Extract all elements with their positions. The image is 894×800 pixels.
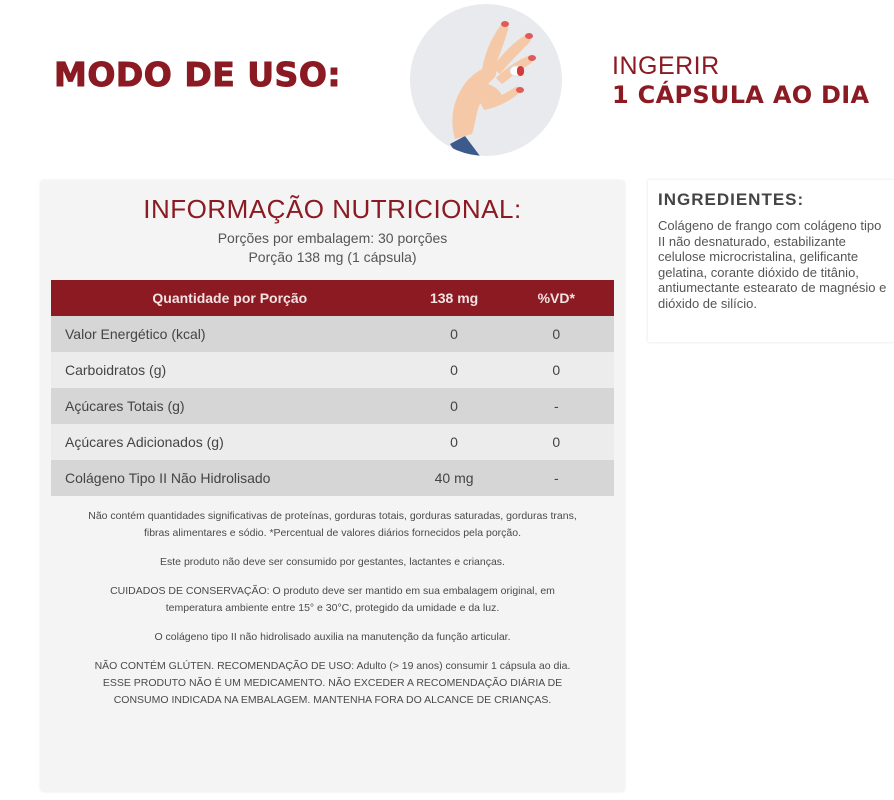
instruction-line-1: INGERIR xyxy=(612,52,720,80)
nutrient-vd: 0 xyxy=(499,316,614,352)
table-row xyxy=(51,424,614,460)
nutrient-vd: 0 xyxy=(499,424,614,460)
nutrient-amount: 0 xyxy=(410,352,499,388)
ingredients-box xyxy=(648,180,894,342)
nutrition-table xyxy=(51,280,614,496)
servings-per-package: Porções por embalagem: 30 porções xyxy=(217,230,448,246)
note-usage: NÃO CONTÉM GLÚTEN. RECOMENDAÇÃO DE USO: Adulto (> 19 anos) consumir 1 cápsula ao dia. ESSE PRODUTO NÃO É UM MEDICAMENTO. NÃO EXCEDER A RECOMENDAÇÃO DIÁRIA DE CONSUMO INDICADA NA EMBALAGEM. MANTENHA FORA DO ALCANCE DE CRIANÇAS. xyxy=(94,660,571,706)
nutrient-amount: 0 xyxy=(410,388,499,424)
nutrient-amount: 40 mg xyxy=(410,460,499,496)
serving-size: Porção 138 mg (1 cápsula) xyxy=(248,249,417,265)
instruction-line-2: 1 CÁPSULA AO DIA xyxy=(612,81,870,109)
note-function: O colágeno tipo II não hidrolisado auxilia na manutenção da função articular. xyxy=(154,631,511,643)
nutrition-title: INFORMAÇÃO NUTRICIONAL: xyxy=(143,194,522,224)
nutrient-name: Colágeno Tipo II Não Hidrolisado xyxy=(51,460,410,496)
note-restriction: Este produto não deve ser consumido por gestantes, lactantes e crianças. xyxy=(160,556,505,568)
hand-holding-capsule-icon xyxy=(410,4,562,156)
nutrient-amount: 0 xyxy=(410,316,499,352)
note-nutrients: Não contém quantidades significativas de proteínas, gorduras totais, gorduras saturadas, gorduras trans, fibras alimentares e sódio. *Percentual de valores diários fornecidos pela porção. xyxy=(88,510,577,539)
nutrient-vd: - xyxy=(499,460,614,496)
nutrient-name: Açúcares Adicionados (g) xyxy=(51,424,410,460)
ingredients-text: Colágeno de frango com colágeno tipo II não desnaturado, estabilizante celulose microcristalina, gelificante gelatina, corante dióxido de titânio, antiumectante estearato de magnésio e dióxido de silício. xyxy=(658,218,887,311)
table-row xyxy=(51,388,614,424)
usage-title: MODO DE USO: xyxy=(54,55,342,94)
table-row xyxy=(51,316,614,352)
nutrient-vd: 0 xyxy=(499,352,614,388)
nutrient-vd: - xyxy=(499,388,614,424)
column-header-quantity: Quantidade por Porção xyxy=(51,280,410,316)
nutrition-notes xyxy=(40,508,625,721)
nutrient-amount: 0 xyxy=(410,424,499,460)
nutrition-panel xyxy=(40,180,625,792)
column-header-amount: 138 mg xyxy=(410,280,499,316)
nutrient-name: Valor Energético (kcal) xyxy=(51,316,410,352)
table-row xyxy=(51,460,614,496)
table-row xyxy=(51,352,614,388)
nutrient-name: Carboidratos (g) xyxy=(51,352,410,388)
ingredients-title: INGREDIENTES: xyxy=(658,190,805,209)
table-header-row xyxy=(51,280,614,316)
column-header-vd: %VD* xyxy=(499,280,614,316)
usage-header xyxy=(0,0,894,170)
note-storage: CUIDADOS DE CONSERVAÇÃO: O produto deve ser mantido em sua embalagem original, em temperatura ambiente entre 15° e 30°C, protegido da umidade e da luz. xyxy=(110,585,555,614)
nutrient-name: Açúcares Totais (g) xyxy=(51,388,410,424)
